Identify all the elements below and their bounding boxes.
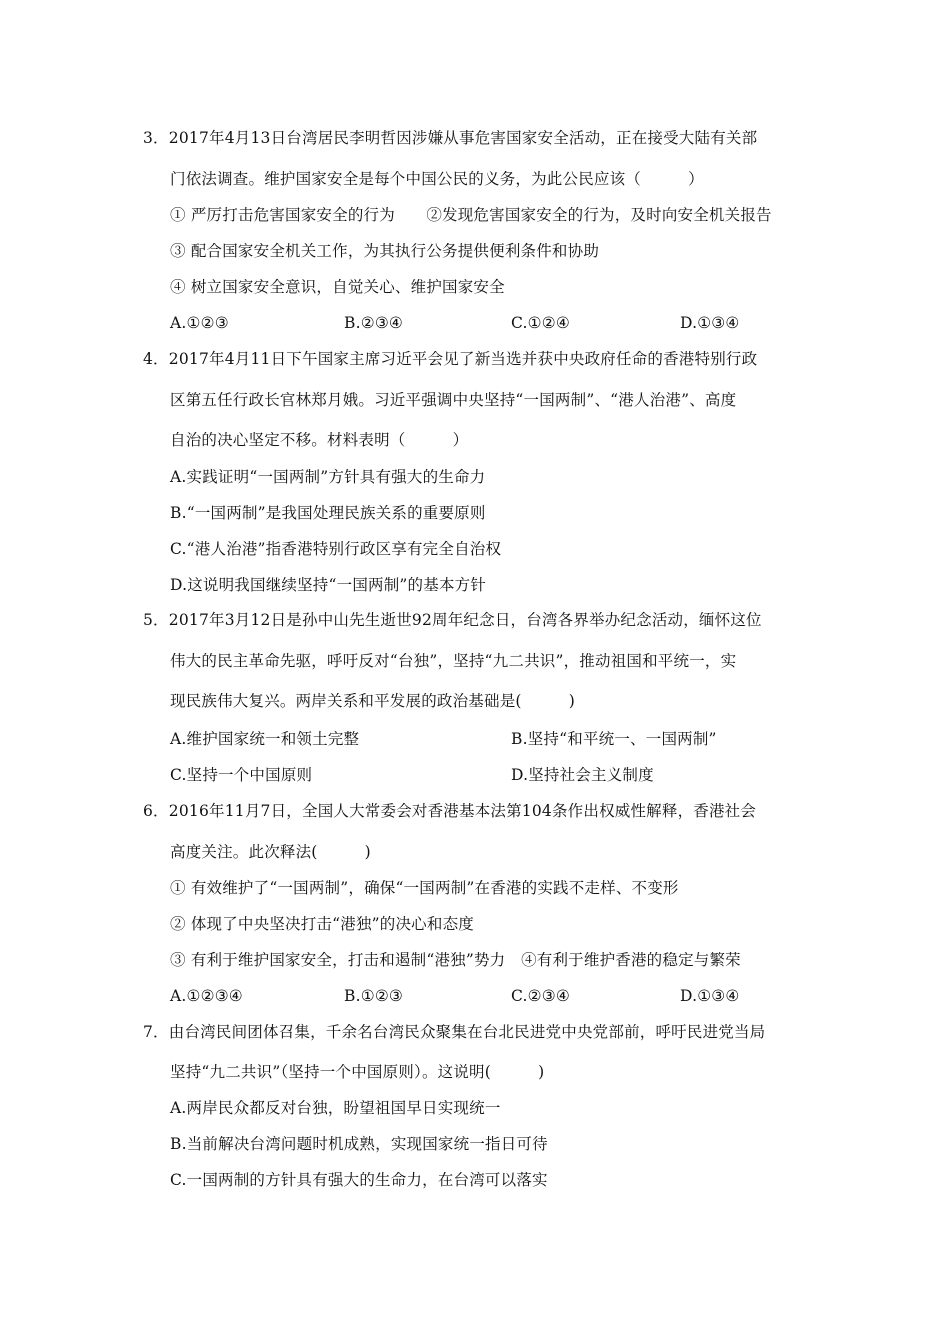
q3-option-c: C.①②④ — [511, 314, 570, 332]
q5-stem-2: 伟大的民主革命先驱，呼吁反对“台独”，坚持“九二共识”，推动祖国和平统一，实 — [170, 652, 737, 670]
q5-stem-3: 现民族伟大复兴。两岸关系和平发展的政治基础是( ) — [170, 692, 575, 710]
q6-option-d: D.①③④ — [680, 987, 740, 1005]
q5-option-c: C.坚持一个中国原则 — [170, 766, 313, 784]
q4-number: 4． — [143, 350, 169, 368]
q7-option-b: B.当前解决台湾问题时机成熟，实现国家统一指日可待 — [170, 1135, 548, 1153]
q4-option-c: C.“港人治港”指香港特别行政区享有完全自治权 — [170, 540, 502, 558]
q7-stem-2: 坚持“九二共识”（坚持一个中国原则）。这说明( ) — [170, 1063, 545, 1081]
q7-line-1 — [143, 1022, 765, 1042]
q3-stem-2: 门依法调查。维护国家安全是每个中国公民的义务，为此公民应该（ ） — [170, 170, 704, 188]
q5-stem-1: 2017年3月12日是孙中山先生逝世92周年纪念日，台湾各界举办纪念活动，缅怀这位 — [168, 611, 762, 629]
q5-option-d: D.坚持社会主义制度 — [511, 766, 654, 784]
q5-option-b: B.坚持“和平统一、一国两制” — [511, 730, 717, 748]
q5-line-1 — [143, 610, 762, 630]
q4-line-1 — [143, 349, 757, 369]
q6-statement-2: ② 体现了中央坚决打击“港独”的决心和态度 — [170, 915, 474, 933]
q3-option-d: D.①③④ — [680, 314, 740, 332]
q7-option-c: C.一国两制的方针具有强大的生命力，在台湾可以落实 — [170, 1171, 548, 1189]
q5-option-a: A.维护国家统一和领土完整 — [170, 730, 360, 748]
q6-option-b: B.①②③ — [344, 987, 404, 1005]
q4-stem-1: 2017年4月11日下午国家主席习近平会见了新当选并获中央政府任命的香港特别行政 — [168, 350, 758, 368]
q4-option-d: D.这说明我国继续坚持“一国两制”的基本方针 — [170, 576, 487, 594]
q4-option-b: B.“一国两制”是我国处理民族关系的重要原则 — [170, 504, 486, 522]
q4-option-a: A.实践证明“一国两制”方针具有强大的生命力 — [170, 468, 486, 486]
q7-number: 7． — [143, 1023, 169, 1041]
q7-option-a: A.两岸民众都反对台独，盼望祖国早日实现统一 — [170, 1099, 501, 1117]
q3-option-b: B.②③④ — [344, 314, 404, 332]
q6-statement-1: ① 有效维护了“一国两制”，确保“一国两制”在香港的实践不走样、不变形 — [170, 879, 679, 897]
q3-statement-3: ④ 树立国家安全意识，自觉关心、维护国家安全 — [170, 278, 505, 296]
q6-stem-1: 2016年11月7日，全国人大常委会对香港基本法第104条作出权威性解释，香港社会 — [168, 802, 757, 820]
q3-stem-1: 2017年4月13日台湾居民李明哲因涉嫌从事危害国家安全活动，正在接受大陆有关部 — [168, 129, 758, 147]
q4-stem-2: 区第五任行政长官林郑月娥。习近平强调中央坚持“一国两制”、“港人治港”、高度 — [170, 391, 737, 409]
q7-stem-1: 由台湾民间团体召集，千余名台湾民众聚集在台北民进党中央党部前，呼吁民进党当局 — [168, 1023, 766, 1041]
q3-statement-2: ③ 配合国家安全机关工作，为其执行公务提供便利条件和协助 — [170, 242, 600, 260]
q3-line-1 — [143, 128, 757, 148]
q3-option-a: A.①②③ — [170, 314, 229, 332]
q6-line-1 — [143, 801, 756, 821]
q6-option-a: A.①②③④ — [170, 987, 243, 1005]
q5-number: 5． — [143, 611, 169, 629]
q6-statement-3: ③ 有利于维护国家安全，打击和遏制“港独”势力 ④有利于维护香港的稳定与繁荣 — [170, 951, 741, 969]
q6-number: 6． — [143, 802, 169, 820]
q3-statement-1: ① 严厉打击危害国家安全的行为 ②发现危害国家安全的行为，及时向安全机关报告 — [170, 206, 772, 224]
q4-stem-3: 自治的决心坚定不移。材料表明（ ） — [170, 431, 469, 449]
q6-stem-2: 高度关注。此次释法( ) — [170, 843, 371, 861]
q3-number: 3． — [143, 129, 169, 147]
q6-option-c: C.②③④ — [511, 987, 570, 1005]
